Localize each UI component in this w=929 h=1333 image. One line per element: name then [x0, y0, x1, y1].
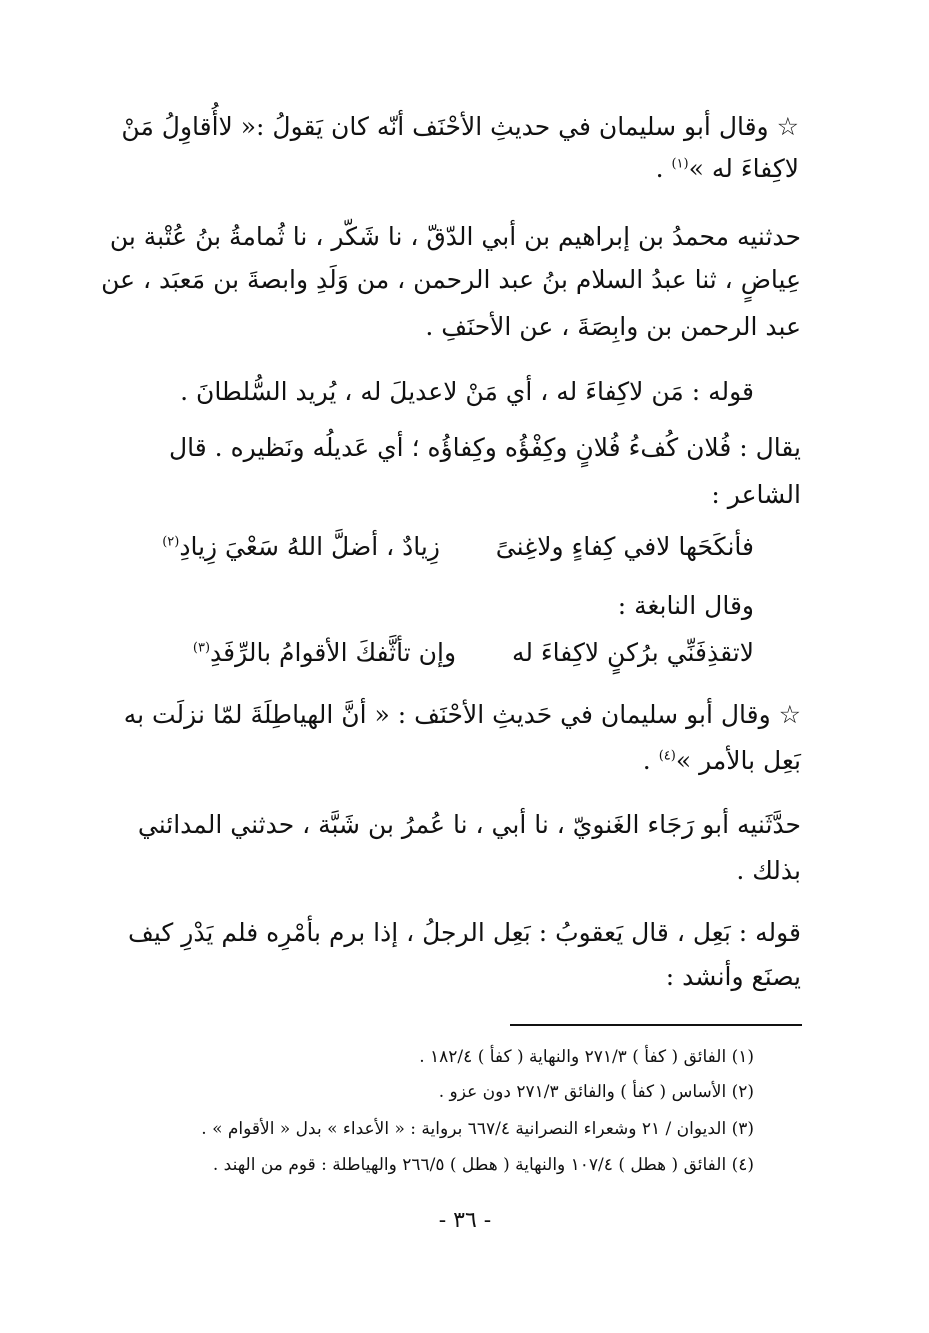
footnote-ref-4: (٤): [658, 748, 676, 764]
verse-1-hemistich-a: فأنكَحَها لافي كِفاءٍ ولاغِنىً: [495, 532, 754, 561]
paragraph-10-line-2: يصنَع وأنشد :: [665, 962, 801, 991]
paragraph-9-line-1: حدَّثَنيه أبو رَجَاء الغَنويّ ، نا أبي ، نا عُمرُ بن شَبَّة ، حدثني المدائني: [137, 810, 801, 839]
line-end: .: [655, 154, 672, 183]
verse-2: [193, 638, 754, 668]
verse-2-hemistich-a: لاتقذِفَنِّي برُكنٍ لاكِفاءَ له: [511, 638, 754, 667]
paragraph-8-line-2: [643, 746, 801, 776]
verse-1-hemistich-b: زِيادٌ ، أضلَّ اللهُ سَعْيَ زِيادِ: [179, 532, 440, 561]
paragraph-2-line-2: عِياضٍ ، ثنا عبدُ السلام بنُ عبد الرحمن ، من وَلَدِ وابصةَ بن مَعبَد ، عن: [101, 265, 801, 294]
footnote-1: (١) الفائق ( كفأ ) ٢٧١/٣ والنهاية ( كفأ ) ١٨٢/٤ .: [419, 1047, 754, 1067]
quote-text: لاكِفاءَ له »: [688, 154, 799, 183]
footnote-ref-1: (١): [671, 156, 689, 172]
paragraph-8-line-1: ☆ وقال أبو سليمان في حَديثِ الأحْنَف : « أنَّ الهياطِلَةَ لمّا نزلَت به: [123, 700, 801, 729]
paragraph-9-line-2: بذلك .: [736, 856, 801, 885]
page-number: - ٣٦ -: [438, 1208, 492, 1233]
footnote-ref-2: (٢): [162, 534, 180, 550]
line-end: .: [642, 746, 659, 775]
paragraph-1-line-2: [656, 154, 799, 184]
paragraph-10-line-1: قوله : بَعِل ، قال يَعقوبُ : بَعِل الرجلُ ، إذا برم بأمْرِه فلم يَدْرِ كيف: [127, 918, 801, 947]
footnote-3: (٣) الديوان / ٢١ وشعراء النصرانية ٦٦٧/٤ برواية : « الأعداء » بدل « الأقوام » .: [201, 1119, 754, 1139]
paragraph-2-line-3: عبد الرحمن بن وابِصَةَ ، عن الأحنَفِ .: [425, 312, 801, 341]
verse-2-hemistich-b: وإن تأثَّفكَ الأقوامُ بالرِّفَدِ: [210, 638, 457, 667]
paragraph-6-line-1: وقال النابغة :: [617, 591, 754, 620]
footnote-ref-3: (٣): [192, 640, 211, 656]
verse-1: [162, 532, 754, 562]
paragraph-4-line-2: الشاعر :: [711, 480, 801, 509]
footnote-4: (٤) الفائق ( هطل ) ١٠٧/٤ والنهاية ( هطل ) ٢٦٦/٥ والهياطلة : قوم من الهند .: [212, 1155, 754, 1175]
footnote-2: (٢) الأساس ( كفأ ) والفائق ٢٧١/٣ دون عزو .: [438, 1082, 754, 1102]
quote-text: بَعِل بالأمر »: [675, 746, 801, 775]
paragraph-3-line-1: قوله : مَن لاكِفاءَ له ، أي مَنْ لاعديلَ له ، يُريد السُّلطانَ .: [180, 377, 754, 406]
footnote-separator: [510, 1024, 802, 1026]
paragraph-4-line-1: يقال : فُلان كُفءُ فُلانٍ وكِفْؤُه وكِفاؤُه ؛ أي عَديلُه ونَظيره . قال: [169, 433, 801, 462]
paragraph-2-line-1: حدثنيه محمدُ بن إبراهيم بن أبي الدّقّ ، نا شَكّر ، نا ثُمامةُ بنُ عُتْبة بن: [109, 222, 801, 251]
paragraph-1-line-1: ☆ وقال أبو سليمان في حديثِ الأحْنَف أنّه كان يَقولُ :« لاأُقاوِلُ مَنْ: [121, 112, 799, 141]
